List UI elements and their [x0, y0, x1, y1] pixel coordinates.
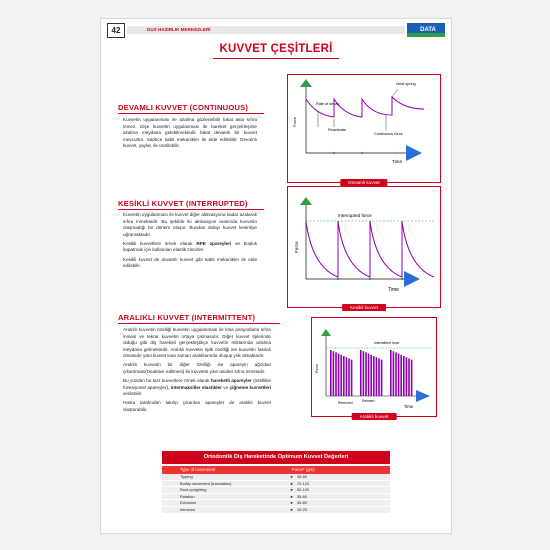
x-axis-label: Time: [392, 159, 403, 164]
continuous-force-curve: [306, 97, 424, 117]
bold-term: hareketli apareyler: [210, 378, 252, 384]
x-axis-label: Time: [404, 404, 414, 409]
force-arrow-icon: ►: [290, 487, 294, 493]
force-bar: [330, 350, 332, 396]
force-bar: [400, 355, 402, 396]
text-run: Kesikli kuvvetlere örnek olarak: [123, 240, 197, 246]
force-value-cell: 35-60: [297, 474, 307, 479]
title-underline: [213, 58, 339, 59]
chart-caption-intermittent: Aralıklı kuvvet: [352, 413, 397, 420]
time-arrow-icon: [406, 145, 422, 161]
y-axis-label: Force: [292, 116, 297, 127]
movement-type-cell: Rotation: [180, 493, 195, 499]
text-run: ve boşluk kapatmak için kullanılan elastik zincirler.: [123, 240, 257, 253]
force-bar: [368, 354, 370, 396]
page-title: KUVVET ÇEŞİTLERİ: [219, 43, 333, 55]
publisher-logo: [407, 22, 445, 38]
force-arrow-icon: ►: [290, 500, 294, 506]
bold-term: RPE apareyleri: [196, 240, 232, 246]
force-bar: [346, 357, 348, 396]
movement-type-cell: Intrusion: [180, 506, 195, 512]
interrupted-force-label: Interrupted force: [338, 213, 372, 218]
body-paragraph: Kesikli kuvvet de devamlı kuvvet gibi sabit mekanikler ile elde edilebilir.: [123, 256, 257, 269]
body-paragraph: [123, 378, 271, 398]
ideal-spring-label: Ideal spring: [396, 82, 416, 86]
section-underline: [118, 323, 280, 324]
chart-continuous: [287, 74, 441, 183]
intermittent-force-label: Intermittent force: [374, 341, 400, 345]
reactivate-label: Reactivate: [328, 128, 346, 132]
force-value-cell: 10-20: [297, 506, 307, 512]
force-axis-arrow-icon: [300, 197, 312, 205]
text-run: ve: [221, 384, 230, 390]
table-row: [162, 474, 390, 481]
reinsert-label: Reinsert: [362, 399, 375, 403]
force-bar: [411, 360, 413, 396]
column-header-type: Type of movement: [180, 467, 216, 472]
force-value-cell: 70-120: [297, 480, 310, 486]
force-bar: [381, 360, 383, 396]
force-arrow-icon: ►: [290, 493, 294, 499]
section-underline: [118, 209, 264, 210]
force-bar: [395, 352, 397, 396]
body-paragraph: Aralıklı kuvvetin özelliği kuvvetin uygulanması ile kısa periyodlarla sıfıra inmesi ve tekrar kuvvetin ortaya çıkmasıdır. Diğer kuvvet tiplerinde olduğu gibi diş hareketi gerçekleştikçe kuvvetin miktarında azalma meydana gelmektedir. Aralıklı kuvvetin tipik özelliği ise kuvvetin fasılalı olmasıdır yani kuvvet kısa zaman aralıklarında oluşup yok olmaktadır.: [123, 327, 271, 359]
movement-type-cell: Extrusion: [180, 500, 197, 506]
table-row: [162, 494, 390, 501]
y-axis-label: Force: [294, 241, 299, 253]
movement-type-cell: Tipping: [180, 474, 193, 479]
section-heading-intermittent: ARALIKLI KUVVET (INTERMİTTENT): [118, 313, 256, 322]
force-bar: [365, 352, 367, 396]
force-bar: [408, 358, 410, 396]
column-header-force: Force* (gm): [292, 467, 315, 472]
text-run: Bu yüzden bu tarz kuvvetlere örnek olarak: [123, 378, 211, 384]
force-bar: [348, 358, 350, 396]
page-number: 42: [107, 23, 125, 38]
section-body-intermittent: [123, 327, 271, 416]
force-arrow-icon: ►: [290, 474, 294, 479]
text-run: verilebilir.: [123, 391, 143, 397]
movement-type-cell: Bodily movement (translation): [180, 480, 232, 486]
x-axis-label: Time: [388, 287, 399, 293]
force-bar: [343, 356, 345, 396]
time-arrow-icon: [404, 271, 420, 287]
force-bar: [333, 351, 335, 396]
force-bar: [398, 354, 400, 396]
table-body: [162, 474, 390, 514]
table-row: [162, 500, 390, 507]
bold-term: çiğneme kuvvetleri: [229, 384, 272, 390]
rate-of-decay-label: Rate of decay: [316, 102, 340, 106]
time-arrow-icon: [416, 390, 430, 402]
force-bar: [376, 357, 378, 396]
section-body-interrupted: [123, 212, 257, 272]
force-axis-arrow-icon: [321, 329, 331, 336]
document-page: [100, 18, 452, 534]
chart-caption-interrupted: Kesikli kuvvet: [342, 304, 386, 311]
intermittent-bars: [330, 350, 412, 396]
interrupted-force-curve: [306, 221, 434, 277]
logo-text: DATA: [420, 27, 436, 33]
table-row: [162, 507, 390, 514]
text-run: (özellikle fonksiyonel apareyler),: [123, 378, 271, 390]
section-body-continuous: Kuvvetin uygulanması ile azalma gözlenebilir fakat asla sıfıra inmez. Dişe kuvvetin uygulanması ile hareket gerçekleşirse azalma meydana gelebilmektedir fakat devamlı bir kuvvet mevcuttur. Sadece sabit mekanikler ile elde edilebilir. Devamlı kuvvet, yaylar, ile üretilebilir.: [123, 117, 257, 149]
force-value-cell: 35-60: [297, 493, 307, 499]
force-bar: [403, 356, 405, 396]
bold-term: intermaksiller elastikler: [170, 384, 222, 390]
chart-interrupted: [287, 186, 441, 308]
continuous-force-graph: [288, 75, 440, 182]
section-underline: [118, 113, 264, 114]
section-heading-interrupted: KESİKLİ KUVVET (INTERRUPTED): [118, 199, 248, 208]
force-bar: [370, 355, 372, 396]
body-paragraph: Kuvvetin uygulanması ile kuvvet diğer aktivasyona kadar azalarak sıfıra inmektedir. Bu şekilde iki aktivasyon arasında kuvvetin oluşmadığı bir dönem oluşur. Bundan dolayı kuvvet kesintiye uğramaktadır.: [123, 212, 257, 237]
removed-label: Removed: [338, 401, 353, 405]
table-header: [162, 466, 390, 474]
continuous-force-label: Continuous force: [374, 132, 403, 136]
force-bar: [406, 357, 408, 396]
chart-caption-continuous: Devamlı kuvvet: [340, 179, 387, 186]
force-bar: [378, 358, 380, 396]
header-bar: DUS HAZIRLIK MERKEZLERİ: [127, 26, 405, 34]
force-bar: [390, 350, 392, 396]
force-bar: [340, 355, 342, 396]
table-title: Ortodontik Diş Hareketinde Optimum Kuvvet Değerleri: [162, 451, 390, 464]
table-row: [162, 481, 390, 488]
optimum-force-table: [162, 451, 390, 529]
force-bar: [360, 350, 362, 396]
force-value-cell: 50-100: [297, 487, 310, 493]
force-bar: [373, 356, 375, 396]
force-bar: [393, 351, 395, 396]
force-value-cell: 35-60: [297, 500, 307, 506]
body-paragraph: Aralıklı kuvvetin bir diğer özelliği ise apareyin ağızdan çıkarılması(Deaktive edilmesi) ile kuvvetin yine aniden sıfıra inmesidir.: [123, 362, 271, 375]
interrupted-force-graph: [288, 187, 440, 307]
force-bar: [351, 360, 353, 396]
section-heading-continuous: DEVAMLI KUVVET (CONTINUOUS): [118, 103, 249, 112]
intermittent-force-graph: [312, 318, 436, 416]
y-axis-label: Force: [315, 363, 319, 373]
body-paragraph: Hasta tarafından takılıp çıkarılan apareyler de aralıklı kuvvet oluşturabilir.: [123, 400, 271, 413]
force-bar: [338, 354, 340, 396]
table-row: [162, 487, 390, 494]
body-paragraph: [123, 241, 257, 254]
force-arrow-icon: ►: [290, 480, 294, 486]
force-arrow-icon: ►: [290, 506, 294, 512]
force-bar: [363, 351, 365, 396]
chart-intermittent: [311, 317, 437, 417]
force-axis-arrow-icon: [300, 79, 312, 87]
movement-type-cell: Root uprighting: [180, 487, 207, 493]
force-bar: [335, 352, 337, 396]
